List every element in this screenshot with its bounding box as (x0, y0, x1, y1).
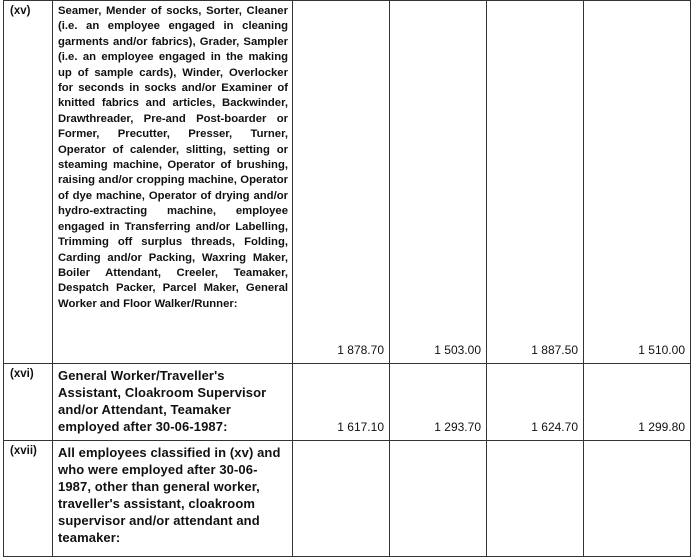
wage-value: 1 617.10 (293, 364, 390, 441)
row-description: Seamer, Mender of socks, Sorter, Cleaner (i.e. an employee engaged in cleaning garments and/or fabrics), Grader, Sampler (i.e. an employee engaged in the making up of sample cards), Winder, Overlocker for seconds in socks and/or Examiner of knitted fabrics and articles, Backwinder, Drawthreader, Pre-and Post-boarder or Former, Precutter, Presser, Turner, Operator of calender, slitting, setting or steaming machine, Operator of brushing, raising and/or cropping machine, Operator of dye machine, Operator of drying and/or hydro-extracting machine, employee engaged in Transferring and/or Labelling, Trimming off surplus threads, Folding, Carding and/or Packing, Waxring Maker, Boiler Attendant, Creeler, Teamaker, Despatch Packer, Parcel Maker, General Worker and Floor Walker/Runner: (53, 1, 293, 364)
wage-value (293, 441, 390, 557)
wage-value: 1 878.70 (293, 1, 390, 364)
wage-value: 1 624.70 (487, 364, 584, 441)
table-row (4, 1, 691, 364)
table-row (4, 441, 691, 557)
row-description: General Worker/Traveller's Assistant, Cloakroom Supervisor and/or Attendant, Teamaker employed after 30-06-1987: (53, 364, 293, 441)
wage-value (487, 441, 584, 557)
row-description: All employees classified in (xv) and who were employed after 30-06-1987, other than general worker, traveller's assistant, cloakroom supervisor and/or attendant and teamaker: (53, 441, 293, 557)
wage-value: 1 887.50 (487, 1, 584, 364)
wage-value: 1 510.00 (584, 1, 691, 364)
wage-value: 1 503.00 (390, 1, 487, 364)
table-row (4, 364, 691, 441)
row-number: (xv) (4, 1, 53, 364)
wage-value: 1 293.70 (390, 364, 487, 441)
wage-value (584, 441, 691, 557)
wage-value: 1 299.80 (584, 364, 691, 441)
row-number: (xvii) (4, 441, 53, 557)
wage-table (3, 0, 691, 557)
wage-value (390, 441, 487, 557)
row-number: (xvi) (4, 364, 53, 441)
